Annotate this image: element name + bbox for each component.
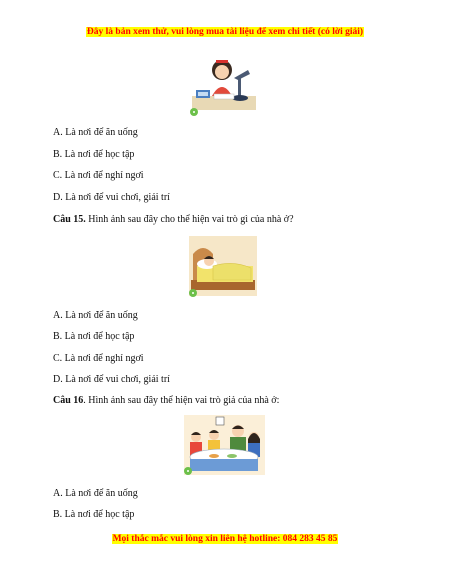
option-a-2: A. Là nơi để ăn uống [53,310,138,321]
question-15 [53,214,294,225]
question-15-number: Câu 15. [53,214,86,225]
question-16-text: . Hình ảnh sau đây thể hiện vai trò giả của nhà ở: [83,395,280,406]
child-sleeping-illustration [189,236,257,296]
option-b-2: B. Là nơi để học tập [53,331,135,342]
question-16-number: Câu 16 [53,395,84,406]
option-a-1: A. Là nơi để ăn uống [53,127,138,138]
child-sleeping-svg [189,236,257,296]
option-b-1: B. Là nơi để học tập [53,149,135,160]
option-a-3: A. Là nơi để ăn uống [53,488,138,499]
option-d-1: D. Là nơi để vui chơi, giải trí [53,192,170,203]
girl-studying-illustration [190,56,258,114]
family-dinner-svg [184,415,265,475]
option-c-1: C. Là nơi để nghỉ ngơi [53,170,144,181]
figure-badge-icon [190,108,198,116]
family-dinner-illustration [184,415,265,475]
figure-badge-icon [189,289,197,297]
question-16 [53,395,279,406]
figure-badge-icon [184,467,192,475]
question-15-text: Hình ảnh sau đây cho thể hiện vai trò gì của nhà ở? [85,214,294,225]
preview-notice-banner: Đây là bản xem thử, vui lòng mua tài liệu để xem chi tiết (có lời giải) [86,27,364,37]
girl-studying-svg [190,56,258,114]
option-c-2: C. Là nơi để nghỉ ngơi [53,353,144,364]
hotline-footer-banner: Mọi thắc mắc vui lòng xin liên hệ hotline: 084 283 45 85 [112,534,338,544]
option-b-3: B. Là nơi để học tập [53,509,135,520]
option-d-2: D. Là nơi để vui chơi, giải trí [53,374,170,385]
